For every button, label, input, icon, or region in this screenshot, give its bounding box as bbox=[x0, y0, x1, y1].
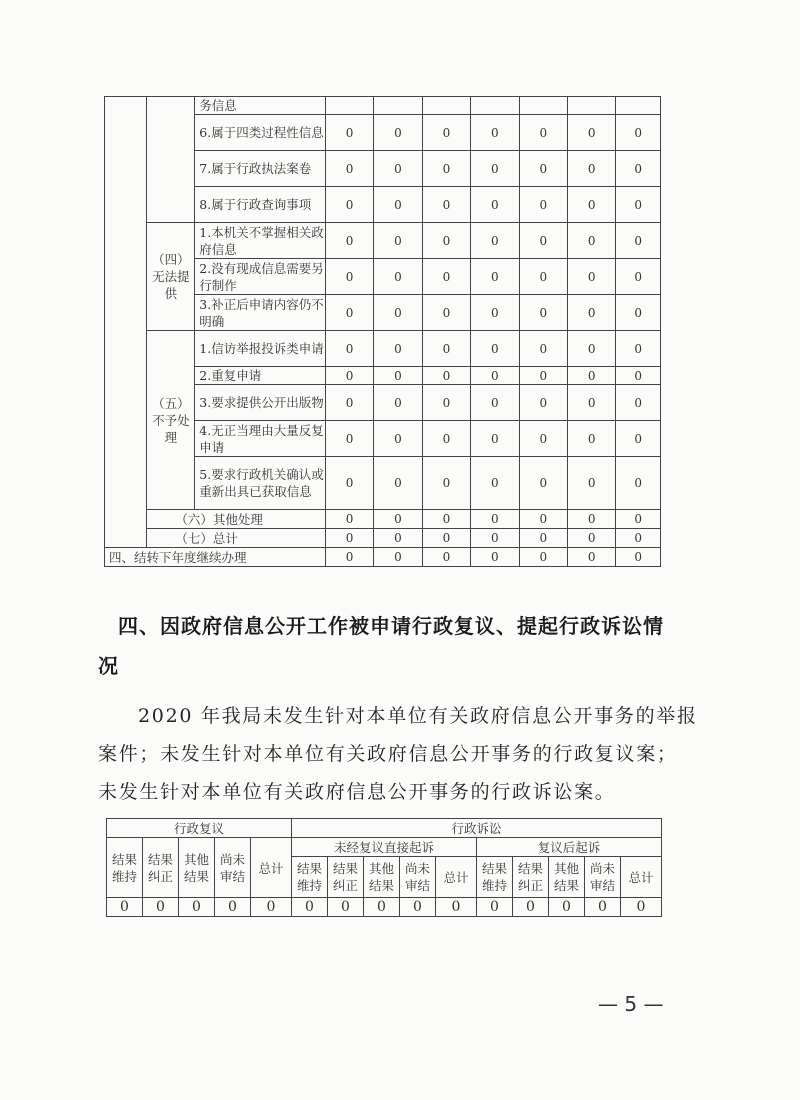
row-label: 1.本机关不掌握相关政府信息 bbox=[195, 223, 326, 259]
value-cell: 0 bbox=[568, 331, 616, 367]
value-cell: 0 bbox=[325, 295, 373, 331]
value-cell: 0 bbox=[325, 367, 373, 385]
value-cell: 0 bbox=[471, 367, 519, 385]
value-cell: 0 bbox=[519, 115, 567, 151]
value-cell: 0 bbox=[422, 187, 470, 223]
value-cell: 0 bbox=[422, 259, 470, 295]
row-label: 3.要求提供公开出版物 bbox=[195, 385, 326, 421]
review-col-5: 总计 bbox=[251, 838, 292, 898]
value-cell: 0 bbox=[471, 295, 519, 331]
group-cell bbox=[147, 97, 195, 223]
value-cell: 0 bbox=[616, 259, 661, 295]
value-cell: 0 bbox=[107, 898, 143, 917]
value-cell: 0 bbox=[471, 510, 519, 529]
value-cell: 0 bbox=[328, 898, 364, 917]
value-cell: 0 bbox=[471, 259, 519, 295]
value-cell: 0 bbox=[422, 510, 470, 529]
value-cell: 0 bbox=[325, 223, 373, 259]
value-cell: 0 bbox=[215, 898, 251, 917]
row-label: 4.无正当理由大量反复申请 bbox=[195, 421, 326, 457]
value-cell: 0 bbox=[616, 421, 661, 457]
litigation-col-4: 尚未审结 bbox=[400, 857, 436, 898]
value-cell: 0 bbox=[519, 151, 567, 187]
value-cell: 0 bbox=[621, 898, 662, 917]
value-cell: 0 bbox=[471, 457, 519, 510]
value-cell: 0 bbox=[374, 187, 422, 223]
row-label-other: （六）其他处理 bbox=[147, 510, 325, 529]
value-cell: 0 bbox=[422, 367, 470, 385]
value-cell: 0 bbox=[519, 367, 567, 385]
value-cell: 0 bbox=[179, 898, 215, 917]
value-cell: 0 bbox=[616, 151, 661, 187]
value-cell: 0 bbox=[422, 115, 470, 151]
value-cell: 0 bbox=[616, 331, 661, 367]
value-cell: 0 bbox=[422, 529, 470, 548]
value-cell: 0 bbox=[568, 295, 616, 331]
value-cell bbox=[616, 97, 661, 115]
litigation-col-7: 结果纠正 bbox=[513, 857, 549, 898]
row-label-total: （七）总计 bbox=[147, 529, 325, 548]
value-cell: 0 bbox=[519, 259, 567, 295]
value-cell: 0 bbox=[477, 898, 513, 917]
value-cell: 0 bbox=[568, 421, 616, 457]
value-cell: 0 bbox=[325, 548, 373, 567]
row-label: 3.补正后申请内容仍不明确 bbox=[195, 295, 326, 331]
value-cell bbox=[471, 97, 519, 115]
value-cell: 0 bbox=[374, 223, 422, 259]
value-cell: 0 bbox=[471, 223, 519, 259]
value-cell: 0 bbox=[325, 259, 373, 295]
value-cell: 0 bbox=[568, 259, 616, 295]
value-cell: 0 bbox=[422, 151, 470, 187]
value-cell: 0 bbox=[471, 548, 519, 567]
row-label: 8.属于行政查询事项 bbox=[195, 187, 326, 223]
value-cell: 0 bbox=[422, 548, 470, 567]
value-cell bbox=[568, 97, 616, 115]
value-cell: 0 bbox=[519, 187, 567, 223]
value-cell: 0 bbox=[471, 151, 519, 187]
value-cell: 0 bbox=[374, 259, 422, 295]
row-label: 2.没有现成信息需要另行制作 bbox=[195, 259, 326, 295]
value-cell: 0 bbox=[519, 421, 567, 457]
group-label-cannot-provide: （四）无法提供 bbox=[147, 223, 195, 331]
value-cell: 0 bbox=[325, 187, 373, 223]
row-label: 2.重复申请 bbox=[195, 367, 326, 385]
row-label: 6.属于四类过程性信息 bbox=[195, 115, 326, 151]
litigation-col-10: 总计 bbox=[621, 857, 662, 898]
value-cell: 0 bbox=[519, 385, 567, 421]
value-cell: 0 bbox=[325, 385, 373, 421]
value-cell: 0 bbox=[519, 548, 567, 567]
value-cell: 0 bbox=[436, 898, 477, 917]
application-handling-table bbox=[104, 96, 661, 567]
review-litigation-table bbox=[106, 818, 662, 917]
row-label: 7.属于行政执法案卷 bbox=[195, 151, 326, 187]
value-cell: 0 bbox=[471, 187, 519, 223]
review-col-2: 结果纠正 bbox=[143, 838, 179, 898]
value-cell: 0 bbox=[568, 529, 616, 548]
value-cell bbox=[325, 97, 373, 115]
value-cell: 0 bbox=[568, 187, 616, 223]
value-cell: 0 bbox=[616, 510, 661, 529]
litigation-col-2: 结果纠正 bbox=[328, 857, 364, 898]
value-cell bbox=[374, 97, 422, 115]
value-cell: 0 bbox=[400, 898, 436, 917]
value-cell: 0 bbox=[471, 331, 519, 367]
page-number: — 5 — bbox=[598, 992, 664, 1016]
review-header: 行政复议 bbox=[107, 819, 292, 838]
value-cell: 0 bbox=[422, 457, 470, 510]
section-heading-continued: 况 bbox=[98, 654, 118, 678]
value-cell: 0 bbox=[568, 457, 616, 510]
value-cell: 0 bbox=[251, 898, 292, 917]
value-cell: 0 bbox=[616, 385, 661, 421]
value-cell: 0 bbox=[616, 223, 661, 259]
value-cell: 0 bbox=[325, 529, 373, 548]
value-cell: 0 bbox=[325, 510, 373, 529]
value-cell: 0 bbox=[422, 223, 470, 259]
value-cell bbox=[422, 97, 470, 115]
outer-category-cell bbox=[105, 97, 147, 548]
review-col-1: 结果维持 bbox=[107, 838, 143, 898]
row-label: 5.要求行政机关确认或重新出具已获取信息 bbox=[195, 457, 326, 510]
value-cell: 0 bbox=[422, 295, 470, 331]
value-cell: 0 bbox=[568, 151, 616, 187]
value-cell: 0 bbox=[374, 457, 422, 510]
value-cell: 0 bbox=[422, 421, 470, 457]
value-cell: 0 bbox=[374, 421, 422, 457]
litigation-col-6: 结果维持 bbox=[477, 857, 513, 898]
value-cell: 0 bbox=[471, 385, 519, 421]
value-cell: 0 bbox=[143, 898, 179, 917]
review-col-3: 其他结果 bbox=[179, 838, 215, 898]
value-cell: 0 bbox=[374, 331, 422, 367]
value-cell: 0 bbox=[471, 421, 519, 457]
value-cell: 0 bbox=[519, 529, 567, 548]
value-cell: 0 bbox=[471, 115, 519, 151]
review-col-4: 尚未审结 bbox=[215, 838, 251, 898]
value-cell: 0 bbox=[616, 187, 661, 223]
value-cell: 0 bbox=[325, 331, 373, 367]
value-cell: 0 bbox=[549, 898, 585, 917]
row-label-carry-over: 四、结转下年度继续办理 bbox=[105, 548, 326, 567]
value-cell: 0 bbox=[292, 898, 328, 917]
value-cell: 0 bbox=[374, 115, 422, 151]
row-label: 1.信访举报投诉类申请 bbox=[195, 331, 326, 367]
value-cell: 0 bbox=[568, 548, 616, 567]
value-cell: 0 bbox=[374, 529, 422, 548]
value-cell: 0 bbox=[374, 151, 422, 187]
value-cell: 0 bbox=[519, 295, 567, 331]
value-cell: 0 bbox=[568, 385, 616, 421]
value-cell: 0 bbox=[616, 457, 661, 510]
value-cell bbox=[519, 97, 567, 115]
litigation-col-3: 其他结果 bbox=[364, 857, 400, 898]
value-cell: 0 bbox=[616, 529, 661, 548]
value-cell: 0 bbox=[519, 457, 567, 510]
litigation-col-1: 结果维持 bbox=[292, 857, 328, 898]
value-cell: 0 bbox=[364, 898, 400, 917]
value-cell: 0 bbox=[616, 115, 661, 151]
value-cell: 0 bbox=[374, 548, 422, 567]
value-cell: 0 bbox=[374, 367, 422, 385]
value-cell: 0 bbox=[568, 510, 616, 529]
value-cell: 0 bbox=[513, 898, 549, 917]
litigation-col-9: 尚未审结 bbox=[585, 857, 621, 898]
value-cell: 0 bbox=[325, 151, 373, 187]
group-label-not-processed: （五）不予处理 bbox=[147, 331, 195, 510]
value-cell: 0 bbox=[519, 223, 567, 259]
value-cell: 0 bbox=[616, 367, 661, 385]
value-cell: 0 bbox=[568, 367, 616, 385]
value-cell: 0 bbox=[374, 510, 422, 529]
section-paragraph: 2020 年我局未发生针对本单位有关政府信息公开事务的举报案件；未发生针对本单位有关政府信息公开事务的行政复议案；未发生针对本单位有关政府信息公开事务的行政诉讼案。 bbox=[98, 705, 698, 803]
litigation-header: 行政诉讼 bbox=[292, 819, 662, 838]
value-cell: 0 bbox=[374, 385, 422, 421]
value-cell: 0 bbox=[568, 223, 616, 259]
value-cell: 0 bbox=[519, 510, 567, 529]
row-label: 务信息 bbox=[195, 97, 326, 115]
value-cell: 0 bbox=[422, 385, 470, 421]
section-heading: 四、因政府信息公开工作被申请行政复议、提起行政诉讼情 bbox=[118, 614, 664, 638]
value-cell: 0 bbox=[374, 295, 422, 331]
litigation-col-8: 其他结果 bbox=[549, 857, 585, 898]
after-header: 复议后起诉 bbox=[477, 838, 662, 857]
value-cell: 0 bbox=[585, 898, 621, 917]
value-cell: 0 bbox=[422, 331, 470, 367]
value-cell: 0 bbox=[325, 115, 373, 151]
value-cell: 0 bbox=[616, 548, 661, 567]
value-cell: 0 bbox=[519, 331, 567, 367]
value-cell: 0 bbox=[471, 529, 519, 548]
value-cell: 0 bbox=[568, 115, 616, 151]
value-cell: 0 bbox=[325, 421, 373, 457]
direct-header: 未经复议直接起诉 bbox=[292, 838, 477, 857]
value-cell: 0 bbox=[325, 457, 373, 510]
litigation-col-5: 总计 bbox=[436, 857, 477, 898]
value-cell: 0 bbox=[616, 295, 661, 331]
